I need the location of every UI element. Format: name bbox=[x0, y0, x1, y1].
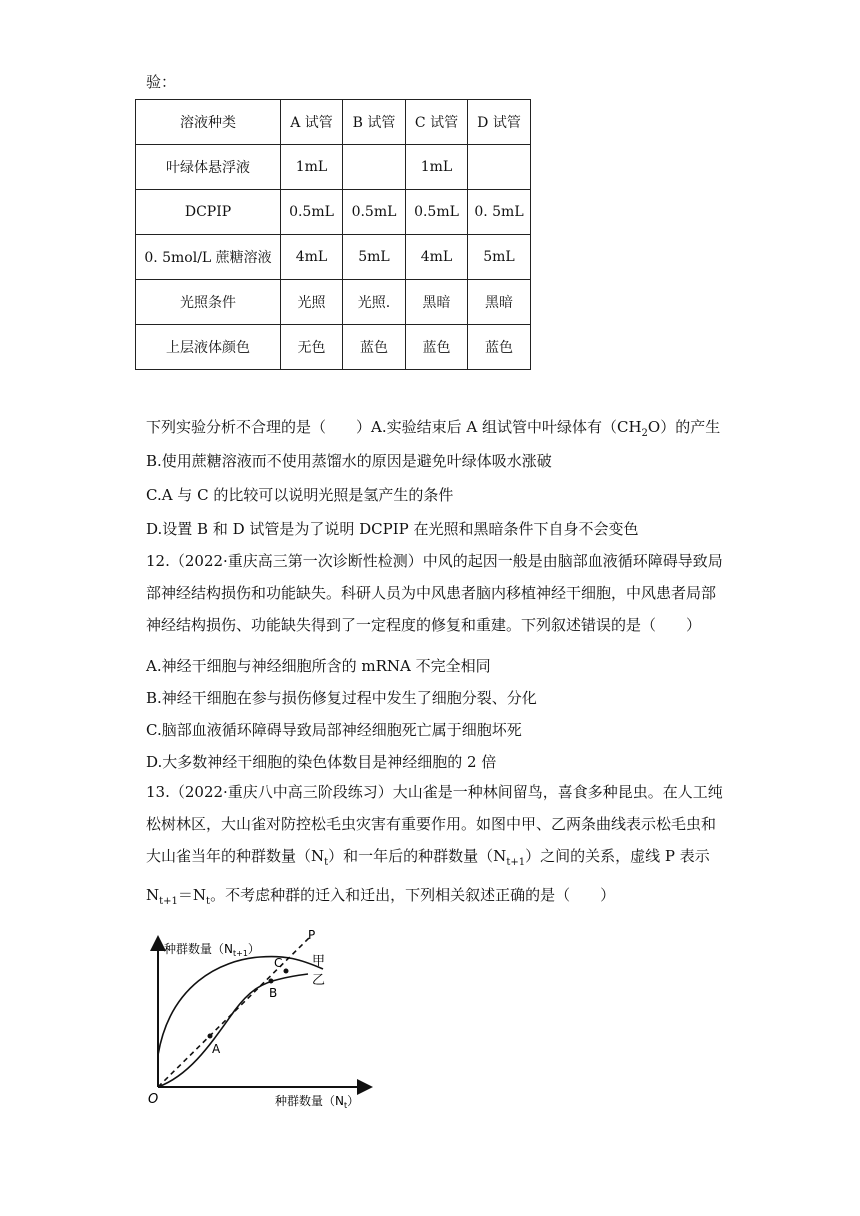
table-cell: 光照条件 bbox=[136, 280, 281, 325]
table-cell: 0.5mL bbox=[406, 190, 468, 235]
population-curve-figure bbox=[140, 925, 390, 1115]
table-cell: 4mL bbox=[406, 235, 468, 280]
curve-jia bbox=[158, 957, 326, 1056]
point-b-label: B bbox=[269, 986, 278, 1000]
table-cell: 上层液体颜色 bbox=[136, 325, 281, 370]
q13-stem-part: ）之间的关系，虚线 P 表示 N bbox=[146, 847, 710, 904]
lead-in-text: 验： bbox=[146, 73, 177, 91]
table-header-cell: 溶液种类 bbox=[136, 100, 281, 145]
q11-stem bbox=[146, 416, 720, 439]
curve-yi-label: 乙 bbox=[312, 973, 326, 988]
table-cell: 蓝色 bbox=[406, 325, 468, 370]
table-cell: 1mL bbox=[281, 145, 343, 190]
table-cell: 0.5mL bbox=[343, 190, 406, 235]
q13-stem bbox=[146, 776, 726, 918]
q12-option-a: A.神经干细胞与神经细胞所含的 mRNA 不完全相同 bbox=[146, 657, 491, 675]
point-c-marker bbox=[284, 969, 289, 974]
y-axis-label: 种群数量$(N_{t+1})$ bbox=[164, 942, 260, 958]
table-row bbox=[136, 190, 531, 235]
q13-stem-part: ）和一年后的种群数量（N bbox=[328, 847, 507, 865]
table-row bbox=[136, 235, 531, 280]
q12-option-b: B.神经干细胞在参与损伤修复过程中发生了细胞分裂、分化 bbox=[146, 689, 537, 707]
q11-stem-pre: 下列实验分析不合理的是（ ）A.实验结束后 A 组试管中叶绿体有（CH bbox=[146, 418, 642, 436]
table-cell: 4mL bbox=[281, 235, 343, 280]
q13-sub: t+1 bbox=[159, 896, 178, 907]
table-cell: 叶绿体悬浮液 bbox=[136, 145, 281, 190]
curve-jia-label: 甲 bbox=[312, 954, 326, 969]
table-cell: DCPIP bbox=[136, 190, 281, 235]
table-cell: 黑暗 bbox=[406, 280, 468, 325]
table-cell: 黑暗 bbox=[468, 280, 531, 325]
q13-sub: t bbox=[324, 857, 329, 868]
origin-label: O bbox=[148, 1092, 159, 1107]
q13-sub: t+1 bbox=[506, 857, 526, 868]
point-a-marker bbox=[208, 1034, 213, 1039]
q12-option-c: C.脑部血液循环障碍导致局部神经细胞死亡属于细胞坏死 bbox=[146, 721, 522, 739]
table-header-row bbox=[136, 100, 531, 145]
q11-stem-post: O）的产生 bbox=[647, 418, 721, 436]
q12-stem: 12.（2022·重庆高三第一次诊断性检测）中风的起因一般是由脑部血液循环障碍导致局部神经结构损伤和功能缺失。科研人员为中风患者脑内移植神经干细胞，中风患者局部神经结构损伤、功能缺失得到了一定程度的修复和重建。下列叙述错误的是（ ） bbox=[146, 552, 723, 634]
q13-stem-part: ＝N bbox=[177, 886, 207, 904]
table-cell: 0. 5mL bbox=[468, 190, 531, 235]
line-p-label: P bbox=[308, 928, 316, 942]
table-header-cell: C 试管 bbox=[406, 100, 468, 145]
table-cell: 5mL bbox=[468, 235, 531, 280]
table-cell bbox=[468, 145, 531, 190]
q11-option-c: C.A 与 C 的比较可以说明光照是氢产生的条件 bbox=[146, 486, 454, 504]
x-axis-label: 种群数量$(N_t)$ bbox=[275, 1094, 360, 1110]
table-row bbox=[136, 280, 531, 325]
point-a-label: A bbox=[212, 1042, 221, 1056]
table-cell: 无色 bbox=[281, 325, 343, 370]
experiment-table bbox=[135, 99, 531, 370]
table-cell: 0. 5mol/L 蔗糖溶液 bbox=[136, 235, 281, 280]
curve-yi bbox=[158, 974, 308, 1087]
table-cell: 光照 bbox=[281, 280, 343, 325]
q13-stem-part: 。不考虑种群的迁入和迁出，下列相关叙述正确的是（ ） bbox=[210, 886, 616, 904]
table-header-cell: D 试管 bbox=[468, 100, 531, 145]
table-cell: 0.5mL bbox=[281, 190, 343, 235]
point-c-label: C bbox=[274, 956, 283, 970]
table-row bbox=[136, 145, 531, 190]
q12-option-d: D.大多数神经干细胞的染色体数目是神经细胞的 2 倍 bbox=[146, 753, 497, 771]
table-cell: 蓝色 bbox=[343, 325, 406, 370]
q13-sub: t bbox=[206, 896, 211, 907]
table-header-cell: A 试管 bbox=[281, 100, 343, 145]
table-cell bbox=[343, 145, 406, 190]
table-cell: 5mL bbox=[343, 235, 406, 280]
table-cell: 蓝色 bbox=[468, 325, 531, 370]
q11-stem-sub: 2 bbox=[641, 428, 648, 439]
q11-option-d: D.设置 B 和 D 试管是为了说明 DCPIP 在光照和黑暗条件下自身不会变色 bbox=[146, 520, 639, 538]
q13-stem-part: 13.（2022·重庆八中高三阶段练习）大山雀是一种林间留鸟，喜食多种昆虫。在人工纯松树林区，大山雀对防控松毛虫灾害有重要作用。如图中甲、乙两条曲线表示松毛虫和大山雀当年的种群数量（N bbox=[146, 783, 723, 865]
table-cell: 光照. bbox=[343, 280, 406, 325]
table-cell: 1mL bbox=[406, 145, 468, 190]
table-row bbox=[136, 325, 531, 370]
table-header-cell: B 试管 bbox=[343, 100, 406, 145]
q11-option-b: B.使用蔗糖溶液而不使用蒸馏水的原因是避免叶绿体吸水涨破 bbox=[146, 452, 552, 470]
point-b-marker bbox=[269, 979, 274, 984]
